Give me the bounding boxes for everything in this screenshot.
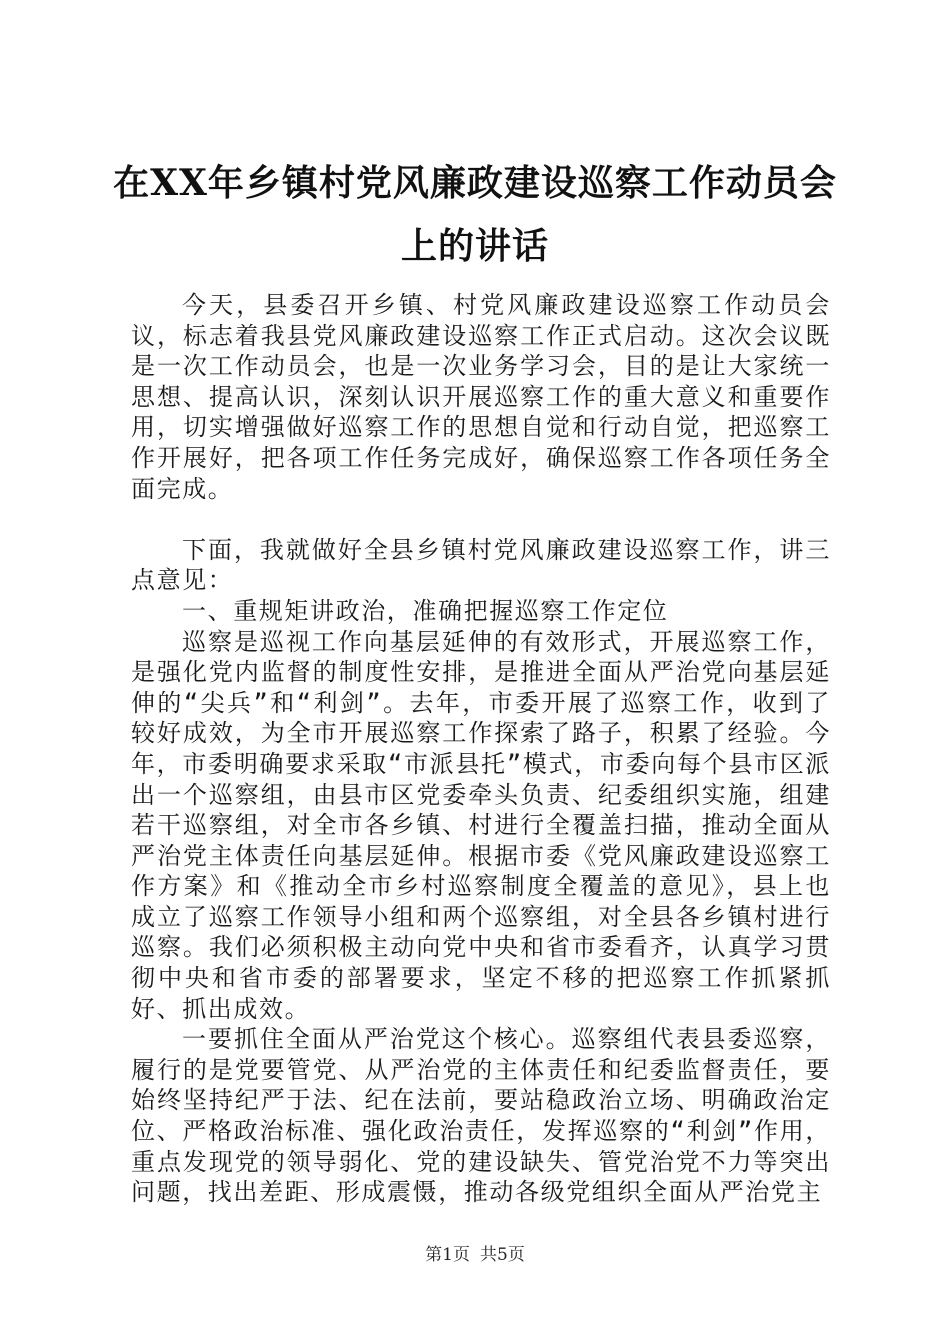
page-footer [0,1240,950,1265]
document-body [131,290,831,1208]
paragraph-point-1: 一要抓住全面从严治党这个核心。巡察组代表县委巡察，履行的是党要管党、从严治党的主体责任和纪委监督责任，要始终坚持纪严于法、纪在法前，要站稳政治立场、明确政治定位、严格政治标准、强化政治责任，发挥巡察的“利剑”作用，重点发现党的领导弱化、党的建设缺失、管党治党不力等突出问题，找出差距、形成震慑，推动各级党组织全面从严治党主 [131,1025,831,1207]
document-title-line-1: 在XX年乡镇村党风廉政建设巡察工作动员会 [113,162,837,204]
paragraph-intro: 今天，县委召开乡镇、村党风廉政建设巡察工作动员会议，标志着我县党风廉政建设巡察工作正式启动。这次会议既是一次工作动员会，也是一次业务学习会，目的是让大家统一思想、提高认识，深刻认识开展巡察工作的重大意义和重要作用，切实增强做好巡察工作的思想自觉和行动自觉，把巡察工作开展好，把各项工作任务完成好，确保巡察工作各项任务全面完成。 [131,291,831,503]
document-title-line-2: 上的讲话 [400,225,549,267]
paragraph-overview: 下面，我就做好全县乡镇村党风廉政建设巡察工作，讲三点意见： [131,535,831,595]
page-number: 第1页 [425,1245,470,1265]
page-total: 共5页 [480,1245,525,1265]
section-heading-1: 一、重规矩讲政治，准确把握巡察工作定位 [182,596,669,625]
paragraph-section-1: 巡察是巡视工作向基层延伸的有效形式，开展巡察工作，是强化党内监督的制度性安排，是推进全面从严治党向基层延伸的“尖兵”和“利剑”。去年，市委开展了巡察工作，收到了较好成效，为全市开展巡察工作探索了路子，积累了经验。今年，市委明确要求采取“市派县托”模式，市委向每个县市区派出一个巡察组，由县市区党委牵头负责、纪委组织实施，组建若干巡察组，对全市各乡镇、村进行全覆盖扫描，推动全面从严治党主体责任向基层延伸。根据市委《党风廉政建设巡察工作方案》和《推动全市乡村巡察制度全覆盖的意见》，县上也成立了巡察工作领导小组和两个巡察组，对全县各乡镇村进行巡察。我们必须积极主动向党中央和省市委看齐，认真学习贯彻中央和省市委的部署要求，坚定不移的把巡察工作抓紧抓好、抓出成效。 [131,627,831,1023]
